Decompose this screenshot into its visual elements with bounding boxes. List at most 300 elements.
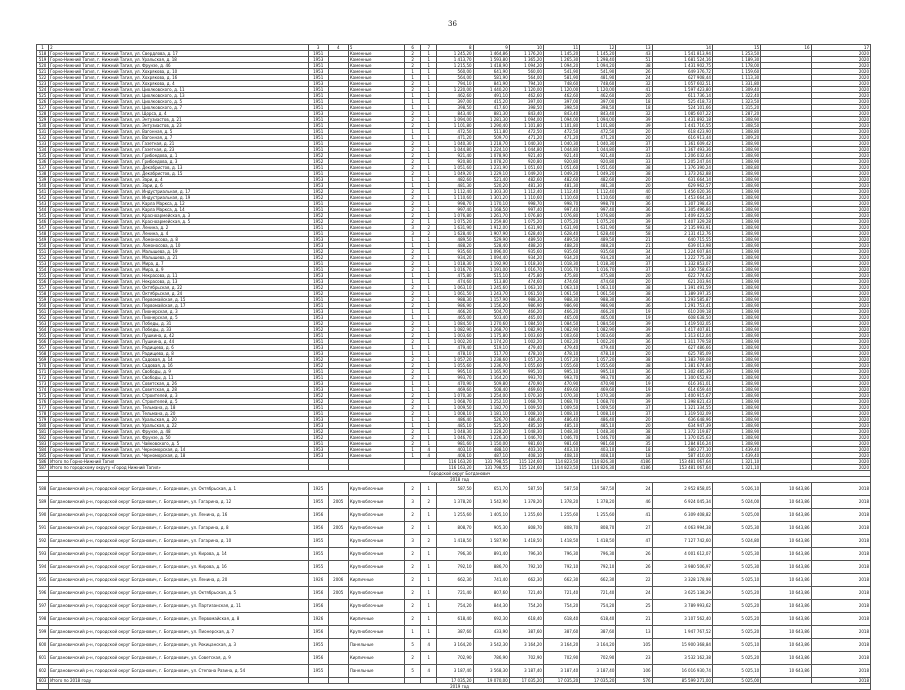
- cell-col-12: 489,50: [580, 237, 616, 243]
- cell-col-5: Крупноблочные: [348, 626, 404, 639]
- cell-col-7: 1: [421, 237, 437, 243]
- cell-col-10: 1 068,70: [509, 399, 543, 405]
- cell-col-1: 547: [37, 225, 49, 231]
- cell-col-12: 1 145,20: [580, 51, 616, 57]
- cell-col-8: 485,10: [437, 423, 473, 429]
- cell-col-10: 993,70: [509, 375, 543, 381]
- cell-col-15: 1 308,90: [712, 399, 760, 405]
- cell-col-15: 1 308,90: [712, 189, 760, 195]
- cell-col-6: 1: [405, 453, 421, 459]
- cell-col-11: 403,10: [543, 447, 579, 453]
- cell-col-9: 1 218,70: [473, 141, 509, 147]
- cell-col-16: 10 643,86: [761, 496, 811, 509]
- cell-col-1: 559: [37, 297, 49, 303]
- cell-col-10: 1 055,60: [509, 363, 543, 369]
- cell-col-5: Каменные: [348, 147, 404, 153]
- cell-col-15: 5 024,80: [712, 535, 760, 548]
- cell-col-15: 1 308,90: [712, 339, 760, 345]
- cell-col-1: 569: [37, 357, 49, 363]
- cell-col-9: 1 236,70: [473, 363, 509, 369]
- cell-col-17: 2020: [811, 69, 871, 75]
- cell-col-12: 470,90: [580, 381, 616, 387]
- cell-col-9: 1 175,80: [473, 333, 509, 339]
- cell-col-15: 1 308,90: [712, 423, 760, 429]
- cell-col-7: 1: [421, 81, 437, 87]
- cell-col-15: 1 308,90: [712, 321, 760, 327]
- cell-col-5: Каменные: [348, 381, 404, 387]
- cell-col-14: 1 205 247,04: [652, 159, 712, 165]
- cell-col-7: 2: [421, 535, 437, 548]
- cell-col-15: 5 025,30: [712, 548, 760, 561]
- cell-col-8: 1 068,70: [437, 399, 473, 405]
- cell-col-17: 2020: [811, 57, 871, 63]
- cell-col-12: 485,10: [580, 423, 616, 429]
- cell-col-7: 1: [421, 255, 437, 261]
- cell-col-11: 986,90: [543, 303, 579, 309]
- cell-col-7: 1: [421, 574, 437, 587]
- cell-col-17: 2018: [811, 652, 871, 665]
- cell-col-10: 1 040,30: [509, 141, 543, 147]
- cell-col-14: 14: [652, 45, 712, 51]
- cell-col-2: Горно-Нижний Тагил, г. Нижний Тагил, ул. Октябрьская, д. 22: [49, 285, 309, 291]
- cell-col-2: Итого по городскому округу «Город Нижний Тагил»: [49, 465, 309, 471]
- cell-col-11: 462,60: [543, 93, 579, 99]
- cell-col-1: 568: [37, 351, 49, 357]
- cell-col-8: 486,40: [437, 417, 473, 423]
- cell-col-9: 1 174,20: [473, 339, 509, 345]
- cell-col-4: [328, 548, 348, 561]
- cell-col-17: 2020: [811, 399, 871, 405]
- cell-col-14: 1 431 892,18: [652, 117, 712, 123]
- cell-col-2: Итого по 2018 году: [49, 678, 309, 684]
- cell-col-12: 1 063,10: [580, 285, 616, 291]
- cell-col-1: 523: [37, 81, 49, 87]
- cell-col-10: 754,20: [509, 600, 543, 613]
- cell-col-14: 611 736,14: [652, 93, 712, 99]
- cell-col-12: 808,70: [580, 522, 616, 535]
- cell-col-2: Горно-Нижний Тагил, г. Нижний Тагил, ул. Энтузиастов, д. 23: [49, 123, 309, 129]
- cell-col-5: Каменные: [348, 153, 404, 159]
- cell-col-14: 1 947 767,52: [652, 626, 712, 639]
- cell-col-8: 618,40: [437, 613, 473, 626]
- cell-col-15: 1 308,90: [712, 237, 760, 243]
- cell-col-10: 1 176,20: [509, 51, 543, 57]
- cell-col-2: Горно-Нижний Тагил, г. Нижний Тагил, ул. Фрунзе, д. 48: [49, 429, 309, 435]
- cell-col-8: 1 245,20: [437, 51, 473, 57]
- cell-col-17: 2020: [811, 357, 871, 363]
- cell-col-4: [328, 535, 348, 548]
- cell-col-3: 1956: [308, 587, 328, 600]
- cell-col-7: 1: [421, 561, 437, 574]
- cell-col-2: Горно-Нижний Тагил, г. Нижний Тагил, ул. Уральская, д. 20: [49, 417, 309, 423]
- cell-col-15: 1 308,90: [712, 279, 760, 285]
- cell-col-5: Каменные: [348, 279, 404, 285]
- cell-col-5: Крупноблочные: [348, 561, 404, 574]
- cell-col-7: 1: [421, 357, 437, 363]
- cell-col-5: Каменные: [348, 387, 404, 393]
- cell-col-6: 5: [405, 639, 421, 652]
- cell-col-2: Горно-Нижний Тагил, г. Нижний Тагил, ул. Грибоедова, д. 1: [49, 153, 309, 159]
- cell-col-11: 1 061,50: [543, 291, 579, 297]
- cell-col-2: Горно-Нижний Тагил, г. Нижний Тагил, ул. Вагонная, д. 5: [49, 129, 309, 135]
- cell-col-7: 1: [421, 243, 437, 249]
- cell-col-7: 1: [421, 249, 437, 255]
- cell-col-10: 398,50: [509, 105, 543, 111]
- cell-col-14: 1 361 609,42: [652, 141, 712, 147]
- cell-col-5: Каменные: [348, 273, 404, 279]
- cell-col-17: 2020: [811, 189, 871, 195]
- cell-col-11: 748,60: [543, 81, 579, 87]
- cell-col-8: 702,90: [437, 652, 473, 665]
- cell-col-2: Горно-Нижний Тагил, г. Нижний Тагил, ул. Карла Маркса, д. 14: [49, 207, 309, 213]
- cell-col-7: 1: [421, 303, 437, 309]
- cell-col-1: 595: [37, 574, 49, 587]
- cell-col-15: 1 308,90: [712, 291, 760, 297]
- cell-col-3: 1953: [308, 417, 328, 423]
- cell-col-16: 10 643,86: [761, 639, 811, 652]
- cell-col-5: Каменные: [348, 237, 404, 243]
- cell-col-15: 1 178,00: [712, 63, 760, 69]
- cell-col-2: Горно-Нижний Тагил, г. Нижний Тагил, ул. Первомайская, д. 17: [49, 303, 309, 309]
- cell-col-7: 1: [421, 291, 437, 297]
- cell-col-11: 981,60: [543, 441, 579, 447]
- year-row: [37, 684, 871, 690]
- cell-col-15: 1 323,50: [712, 99, 760, 105]
- cell-col-8: 489,50: [437, 237, 473, 243]
- cell-col-14: 1 381 674,84: [652, 363, 712, 369]
- cell-col-14: 153 481 067,64: [652, 465, 712, 471]
- cell-col-17: 2020: [811, 159, 871, 165]
- cell-col-14: 2 952 858,05: [652, 483, 712, 496]
- cell-col-10: 474,60: [509, 279, 543, 285]
- cell-col-1: 585: [37, 453, 49, 459]
- cell-col-9: 841,90: [473, 81, 509, 87]
- cell-col-10: 1 365,20: [509, 57, 543, 63]
- cell-col-6: 1: [405, 177, 421, 183]
- cell-col-8: 1 063,10: [437, 285, 473, 291]
- cell-col-5: Крупноблочные: [348, 522, 404, 535]
- cell-col-13: 18: [616, 453, 652, 459]
- cell-col-1: 530: [37, 123, 49, 129]
- cell-col-12: 1 070,30: [580, 393, 616, 399]
- cell-col-6: 2: [405, 321, 421, 327]
- cell-col-5: Каменные: [348, 183, 404, 189]
- cell-col-9: 1 192,90: [473, 261, 509, 267]
- cell-col-6: 2: [405, 369, 421, 375]
- cell-col-11: 466,20: [543, 309, 579, 315]
- cell-col-4: 4: [328, 45, 348, 51]
- cell-col-11: 472,50: [543, 129, 579, 135]
- cell-col-6: 2: [405, 405, 421, 411]
- cell-col-12: 1 061,50: [580, 291, 616, 297]
- cell-col-17: 2020: [811, 225, 871, 231]
- cell-col-12: 1 082,90: [580, 327, 616, 333]
- cell-col-1: 525: [37, 93, 49, 99]
- cell-col-3: 1952: [308, 285, 328, 291]
- cell-col-6: 2: [405, 111, 421, 117]
- cell-col-7: 1: [421, 141, 437, 147]
- cell-col-15: 1 308,90: [712, 375, 760, 381]
- cell-col-7: 1: [421, 279, 437, 285]
- cell-col-9: 1 259,80: [473, 219, 509, 225]
- cell-col-3: 1955: [308, 561, 328, 574]
- cell-col-2: Горно-Нижний Тагил, г. Нижний Тагил, ул. Свободы, д. 11: [49, 375, 309, 381]
- cell-col-15: 1 309,20: [712, 135, 760, 141]
- cell-col-17: 2018: [811, 678, 871, 684]
- cell-col-8: 998,70: [437, 201, 473, 207]
- cell-col-6: 6: [405, 45, 421, 51]
- cell-col-6: 1: [405, 273, 421, 279]
- cell-col-14: 2 131 412,76: [652, 231, 712, 237]
- cell-col-2: Горно-Нижний Тагил, г. Нижний Тагил, ул. Первомайская, д. 15: [49, 297, 309, 303]
- cell-col-5: Каменные: [348, 429, 404, 435]
- cell-col-12: 796,30: [580, 548, 616, 561]
- cell-col-14: 580 277,10: [652, 447, 712, 453]
- cell-col-5: Каменные: [348, 93, 404, 99]
- cell-col-6: 1: [405, 447, 421, 453]
- cell-col-17: 2020: [811, 255, 871, 261]
- cell-col-5: Каменные: [348, 261, 404, 267]
- cell-col-10: 1 628,40: [509, 231, 543, 237]
- cell-col-9: 1 281,30: [473, 117, 509, 123]
- cell-col-14: 625 785,09: [652, 351, 712, 357]
- cell-col-13: 35: [616, 441, 652, 447]
- cell-col-6: 2: [405, 429, 421, 435]
- cell-col-3: 1951: [308, 51, 328, 57]
- cell-col-7: 1: [421, 375, 437, 381]
- cell-col-11: 486,40: [543, 417, 579, 423]
- cell-col-10: 618,40: [509, 613, 543, 626]
- cell-col-10: 995,10: [509, 369, 543, 375]
- cell-col-8: 1 110,60: [437, 195, 473, 201]
- cell-col-3: 1952: [308, 255, 328, 261]
- cell-col-5: Каменные: [348, 207, 404, 213]
- cell-col-1: 536: [37, 159, 49, 165]
- cell-col-3: 1951: [308, 369, 328, 375]
- cell-col-3: 1953: [308, 243, 328, 249]
- cell-col-5: Каменные: [348, 111, 404, 117]
- cell-col-13: 105: [616, 639, 652, 652]
- cell-col-10: 998,70: [509, 201, 543, 207]
- cell-col-8: 387,60: [437, 626, 473, 639]
- cell-col-1: 521: [37, 69, 49, 75]
- cell-col-9: 891,40: [473, 548, 509, 561]
- cell-col-12: 3 187,40: [580, 665, 616, 678]
- cell-col-7: 1: [421, 435, 437, 441]
- cell-col-2: Богдановичский р-н, городской округ Богданович, г. Богданович, ул. Советская, д. 9: [49, 652, 309, 665]
- cell-col-13: 24: [616, 587, 652, 600]
- cell-col-6: 2: [405, 561, 421, 574]
- cell-col-1: 557: [37, 285, 49, 291]
- cell-col-16: 10 643,86: [761, 535, 811, 548]
- cell-col-5: Кирпичные: [348, 574, 404, 587]
- table-row: [37, 665, 871, 678]
- cell-col-6: 1: [405, 75, 421, 81]
- cell-col-17: 2018: [811, 522, 871, 535]
- cell-col-8: 808,70: [437, 522, 473, 535]
- cell-col-16: 10 643,86: [761, 522, 811, 535]
- cell-col-11: 1 378,20: [543, 496, 579, 509]
- cell-col-15: 1 308,90: [712, 255, 760, 261]
- cell-col-6: 2: [405, 393, 421, 399]
- cell-col-6: 2: [405, 303, 421, 309]
- cell-col-13: 4186: [616, 465, 652, 471]
- cell-col-2: Горно-Нижний Тагил, г. Нижний Тагил, ул. Карла Маркса, д. 12: [49, 201, 309, 207]
- cell-col-1: 575: [37, 393, 49, 399]
- cell-col-8: 981,60: [437, 441, 473, 447]
- cell-col-8: 1 016,70: [437, 267, 473, 273]
- cell-col-15: 1 308,90: [712, 393, 760, 399]
- cell-col-12: 995,10: [580, 369, 616, 375]
- cell-col-1: 537: [37, 165, 49, 171]
- cell-col-12: 1 055,60: [580, 363, 616, 369]
- cell-col-16: 10 643,86: [761, 652, 811, 665]
- cell-col-2: Горно-Нижний Тагил, г. Нижний Тагил, ул. Фрунзе, д. 46: [49, 63, 309, 69]
- cell-col-11: 1 070,30: [543, 393, 579, 399]
- cell-col-1: 592: [37, 535, 49, 548]
- cell-col-2: Горно-Нижний Тагил, г. Нижний Тагил, ул. Красноармейская, д. 5: [49, 219, 309, 225]
- cell-col-12: 1 009,50: [580, 405, 616, 411]
- cell-col-1: 528: [37, 111, 49, 117]
- cell-col-5: Каменные: [348, 333, 404, 339]
- cell-col-3: 1951: [308, 297, 328, 303]
- cell-col-11: 479,40: [543, 345, 579, 351]
- cell-col-2: Горно-Нижний Тагил, г. Нижний Тагил, ул. Зари, д. 6: [49, 183, 309, 189]
- cell-col-15: 15: [712, 45, 760, 51]
- cell-col-13: 20: [616, 93, 652, 99]
- cell-col-1: 1: [37, 45, 49, 51]
- cell-col-10: 3 164,20: [509, 639, 543, 652]
- cell-col-10: 481,30: [509, 183, 543, 189]
- cell-col-10: 482,60: [509, 177, 543, 183]
- cell-col-14: 3 328 178,98: [652, 574, 712, 587]
- cell-col-7: 1: [421, 626, 437, 639]
- cell-col-17: 2020: [811, 237, 871, 243]
- cell-col-14: 3 980 506,97: [652, 561, 712, 574]
- cell-col-2: Горно-Нижний Тагил, г. Нижний Тагил, ул. Щорса, д. 4: [49, 111, 309, 117]
- cell-col-3: 1953: [308, 111, 328, 117]
- cell-col-14: 1 332 853,07: [652, 261, 712, 267]
- cell-col-15: 1 308,90: [712, 219, 760, 225]
- cell-col-8: 1 002,20: [437, 339, 473, 345]
- cell-col-12: 1 046,70: [580, 435, 616, 441]
- table-row: [37, 613, 871, 626]
- cell-col-13: 36: [616, 369, 652, 375]
- cell-col-11: 482,60: [543, 177, 579, 183]
- cell-col-17: 2020: [811, 99, 871, 105]
- cell-col-5: Крупноблочные: [348, 600, 404, 613]
- cell-col-2: Горно-Нижний Тагил, г. Нижний Тагил, ул. Фрунзе, д. 50: [49, 435, 309, 441]
- cell-col-8: 479,40: [437, 345, 473, 351]
- cell-col-10: 465,00: [509, 315, 543, 321]
- cell-col-15: 1 308,90: [712, 147, 760, 153]
- cell-col-8: 488,20: [437, 243, 473, 249]
- cell-col-2: Богдановичский р-н, городской округ Богданович, г. Богданович, ул. Ленина, д. 16: [49, 509, 309, 522]
- cell-col-10: 935,60: [509, 249, 543, 255]
- cell-col-14: 639 013,98: [652, 243, 712, 249]
- cell-col-11: 1 063,10: [543, 285, 579, 291]
- cell-col-10: 1 002,20: [509, 339, 543, 345]
- cell-col-2: Горно-Нижний Тагил, г. Нижний Тагил, ул. Хохрякова, д. 16: [49, 75, 309, 81]
- cell-col-13: 39: [616, 399, 652, 405]
- cell-col-14: 587 410,00: [652, 453, 712, 459]
- cell-col-9: 1 593,80: [473, 57, 509, 63]
- cell-col-17: 2020: [811, 405, 871, 411]
- cell-col-2: Горно-Нижний Тагил, г. Нижний Тагил, ул. Циолковского, д. 7: [49, 105, 309, 111]
- cell-col-1: 564: [37, 327, 49, 333]
- cell-col-15: 5 025,20: [712, 652, 760, 665]
- cell-col-3: 1953: [308, 381, 328, 387]
- cell-col-3: 1951: [308, 441, 328, 447]
- cell-col-12: 662,30: [580, 574, 616, 587]
- cell-col-11: 662,30: [543, 574, 579, 587]
- cell-col-1: 603: [37, 678, 49, 684]
- cell-col-5: Каменные: [348, 195, 404, 201]
- cell-col-17: 2018: [811, 626, 871, 639]
- cell-col-6: 1: [405, 183, 421, 189]
- table-row: [37, 587, 871, 600]
- cell-col-10: 1 063,10: [509, 285, 543, 291]
- cell-col-11: 475,80: [543, 273, 579, 279]
- cell-col-7: 1: [421, 213, 437, 219]
- cell-col-10: 792,10: [509, 561, 543, 574]
- cell-col-9: 1 157,90: [473, 297, 509, 303]
- cell-col-17: 2020: [811, 201, 871, 207]
- cell-col-15: 1 308,90: [712, 327, 760, 333]
- cell-col-8: 997,40: [437, 207, 473, 213]
- cell-col-14: 1 597 423,80: [652, 87, 712, 93]
- cell-col-5: Крупноблочные: [348, 587, 404, 600]
- cell-col-6: 2: [405, 213, 421, 219]
- cell-col-8: 1 094,00: [437, 117, 473, 123]
- cell-col-15: 1 308,90: [712, 183, 760, 189]
- cell-col-11: 1 265,30: [543, 57, 579, 63]
- cell-col-1: 567: [37, 345, 49, 351]
- cell-col-1: 563: [37, 321, 49, 327]
- cell-col-13: 58: [616, 225, 652, 231]
- cell-col-1: 558: [37, 291, 49, 297]
- cell-col-17: 17: [811, 45, 871, 51]
- cell-col-8: 794,10: [437, 81, 473, 87]
- cell-col-12: 1 016,70: [580, 267, 616, 273]
- cell-col-16: 10 643,86: [761, 509, 811, 522]
- cell-col-8: 1 070,30: [437, 393, 473, 399]
- cell-col-5: Каменные: [348, 339, 404, 345]
- cell-col-2: Богдановичский р-н, городской округ Богданович, г. Богданович, ул. Ленина, д. 20: [49, 574, 309, 587]
- cell-col-9: 513,80: [473, 279, 509, 285]
- cell-col-1: 542: [37, 195, 49, 201]
- cell-col-6: 2: [405, 363, 421, 369]
- cell-col-8: 1 215,50: [437, 63, 473, 69]
- cell-col-15: 1 308,90: [712, 387, 760, 393]
- cell-col-2: Богдановичский р-н, городской округ Богданович, г. Богданович, ул. Октябрьская, д. 1: [49, 483, 309, 496]
- cell-col-9: 1 165,90: [473, 369, 509, 375]
- cell-col-6: 2: [405, 333, 421, 339]
- cell-col-9: 1 094,40: [473, 255, 509, 261]
- cell-col-9: 503,40: [473, 315, 509, 321]
- cell-col-12: 474,60: [580, 279, 616, 285]
- cell-col-5: Каменные: [348, 123, 404, 129]
- cell-col-14: 618 423,90: [652, 129, 712, 135]
- cell-col-4: [328, 665, 348, 678]
- cell-col-12: 998,70: [580, 201, 616, 207]
- cell-col-14: 525 418,73: [652, 99, 712, 105]
- cell-col-1: 527: [37, 105, 49, 111]
- cell-col-12: 475,80: [580, 273, 616, 279]
- cell-col-6: 1: [405, 387, 421, 393]
- cell-col-5: Каменные: [348, 99, 404, 105]
- cell-col-15: 1 308,90: [712, 225, 760, 231]
